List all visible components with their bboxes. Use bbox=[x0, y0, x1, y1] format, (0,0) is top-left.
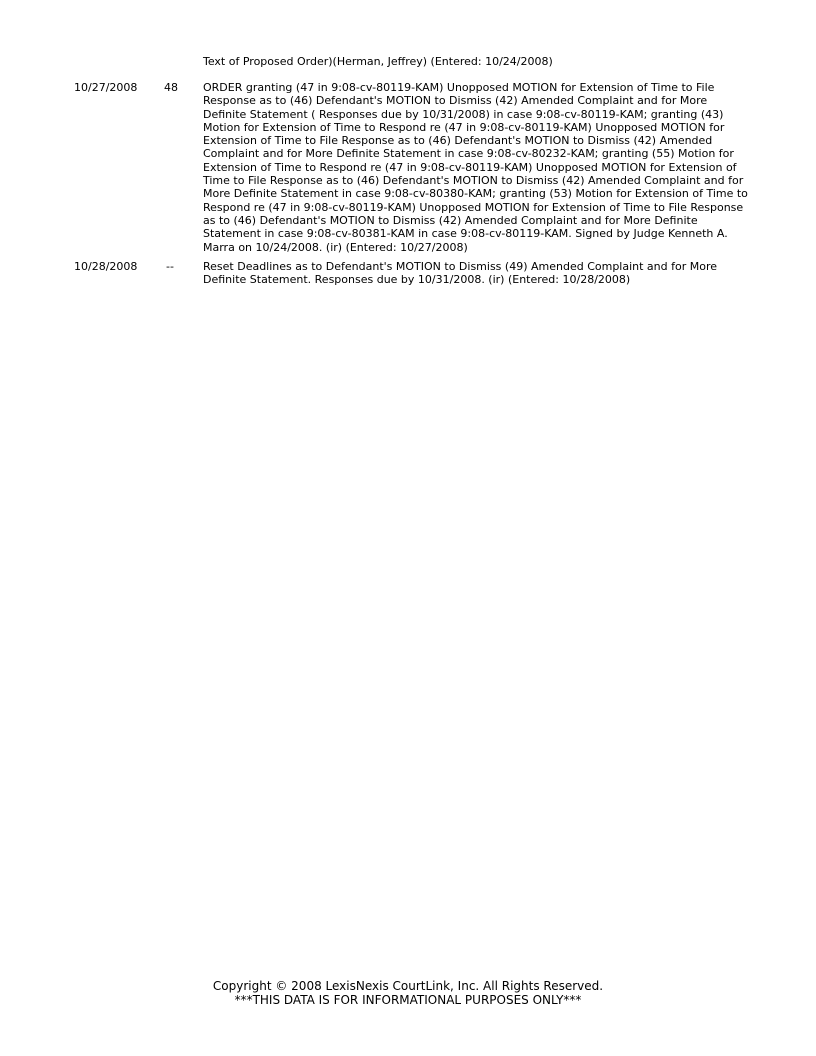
copyright-notice: Copyright © 2008 LexisNexis CourtLink, Inc. All Rights Reserved. bbox=[212, 979, 604, 993]
entry-text-line: More Definite Statement in case 9:08-cv-80380-KAM; granting (53) Motion for Extension of Time to bbox=[203, 187, 748, 201]
entry-text-line: Complaint and for More Definite Statement in case 9:08-cv-80232-KAM; granting (55) Motion for bbox=[203, 147, 734, 161]
entry-text-line: Respond re (47 in 9:08-cv-80119-KAM) Unopposed MOTION for Extension of Time to File Response bbox=[203, 200, 744, 214]
entry-text bbox=[203, 81, 763, 254]
page-footer bbox=[0, 979, 816, 1007]
entry-text-line: Statement in case 9:08-cv-80381-KAM in case 9:08-cv-80119-KAM. Signed by Judge Kenneth A. bbox=[203, 227, 728, 241]
entry-text-line: ORDER granting (47 in 9:08-cv-80119-KAM) Unopposed MOTION for Extension of Time to File bbox=[203, 81, 715, 94]
entry-text-line: Marra on 10/24/2008. (ir) (Entered: 10/27/2008) bbox=[203, 240, 468, 254]
entry-text bbox=[203, 260, 763, 287]
docket-continuation bbox=[203, 55, 763, 68]
entry-text-line: Definite Statement. Responses due by 10/31/2008. (ir) (Entered: 10/28/2008) bbox=[203, 273, 631, 287]
disclaimer-notice: ***THIS DATA IS FOR INFORMATIONAL PURPOSES ONLY*** bbox=[234, 993, 582, 1007]
entry-text-line: as to (46) Defendant's MOTION to Dismiss (42) Amended Complaint and for More Definite bbox=[203, 213, 698, 227]
entry-text-line: Reset Deadlines as to Defendant's MOTION to Dismiss (49) Amended Complaint and for More bbox=[203, 260, 718, 273]
entry-text-line: Time to File Response as to (46) Defendant's MOTION to Dismiss (42) Amended Complaint and for bbox=[203, 174, 744, 188]
entry-text-line: Extension of Time to Respond re (47 in 9:08-cv-80119-KAM) Unopposed MOTION for Extension of bbox=[203, 160, 737, 174]
continuation-line: Text of Proposed Order)(Herman, Jeffrey) (Entered: 10/24/2008) bbox=[203, 55, 553, 68]
entry-number: 48 bbox=[164, 81, 178, 94]
entry-text-line: Extension of Time to File Response as to (46) Defendant's MOTION to Dismiss (42) Amended bbox=[203, 134, 713, 148]
entry-number: -- bbox=[166, 260, 174, 273]
entry-text-line: Definite Statement ( Responses due by 10/31/2008) in case 9:08-cv-80119-KAM; granting (43) bbox=[203, 107, 724, 121]
entry-date: 10/28/2008 bbox=[74, 260, 138, 273]
entry-date: 10/27/2008 bbox=[74, 81, 138, 94]
entry-text-line: Response as to (46) Defendant's MOTION to Dismiss (42) Amended Complaint and for More bbox=[203, 94, 708, 108]
entry-text-line: Motion for Extension of Time to Respond re (47 in 9:08-cv-80119-KAM) Unopposed MOTION for bbox=[203, 120, 725, 134]
